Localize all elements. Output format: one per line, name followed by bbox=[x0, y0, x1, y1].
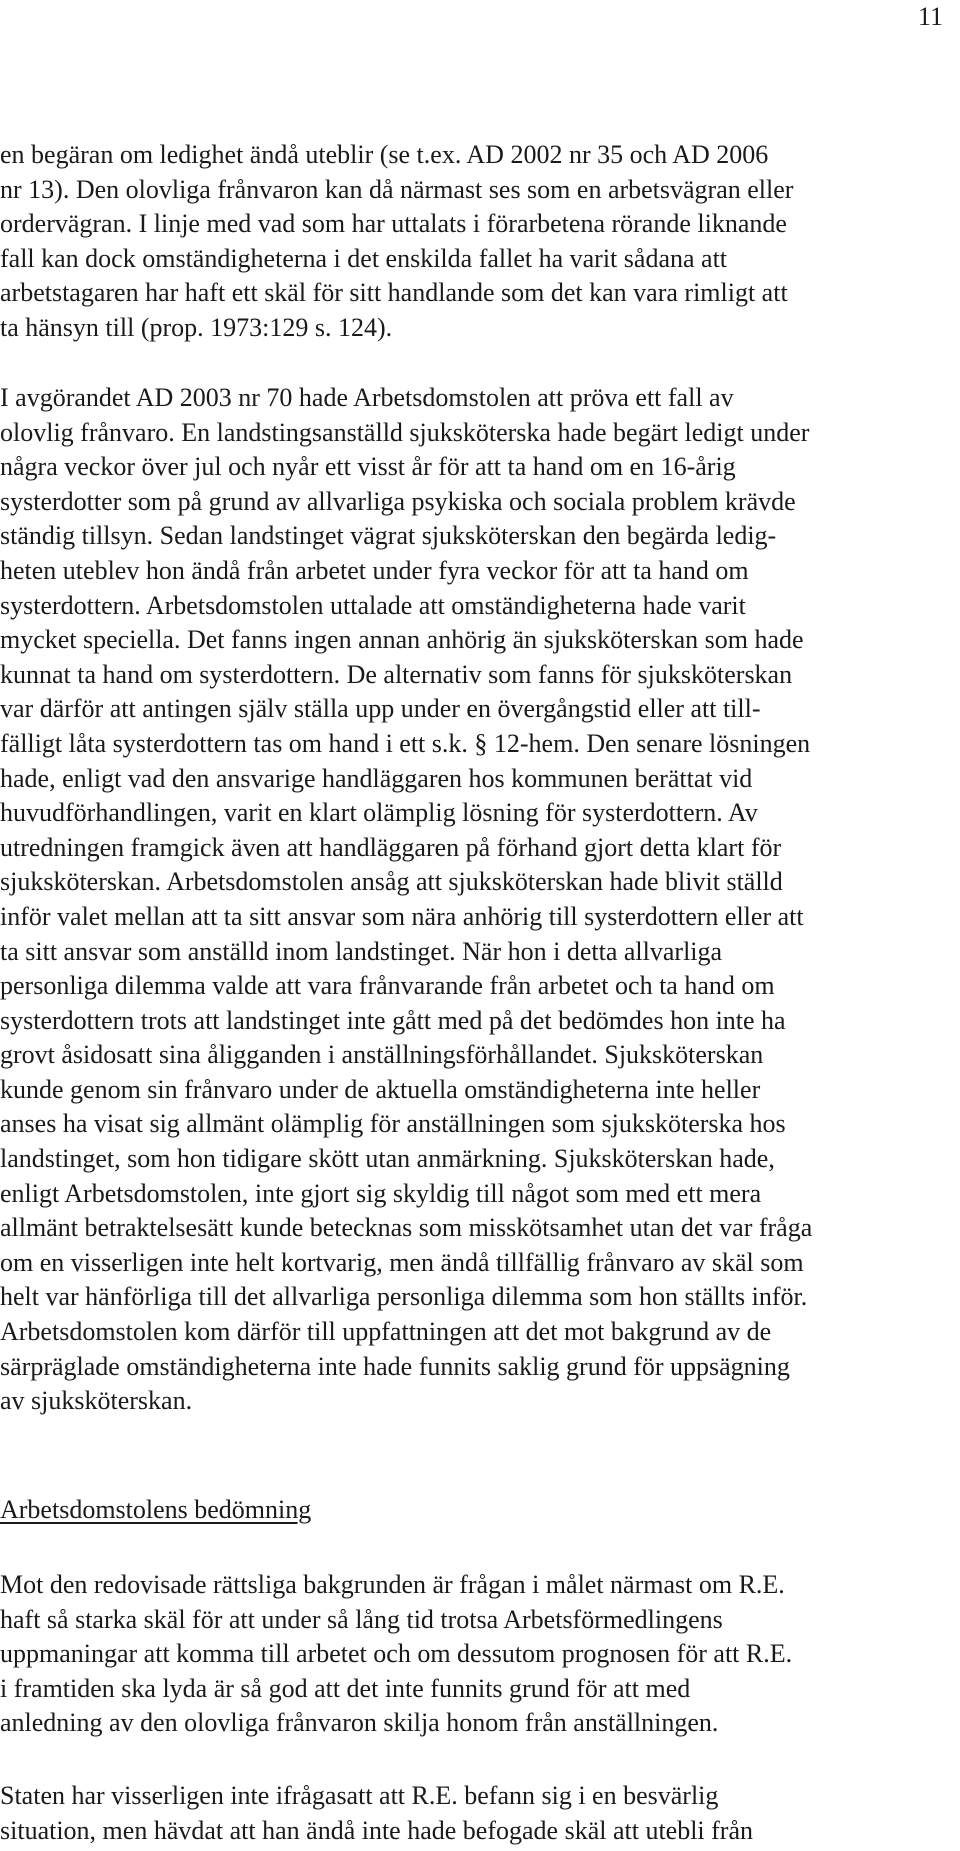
text-line: olovlig frånvaro. En landstingsanställd sjuksköterska hade begärt ledigt under bbox=[0, 417, 810, 447]
text-line: om en visserligen inte helt kortvarig, men ändå tillfällig frånvaro av skäl som bbox=[0, 1247, 804, 1277]
text-line: helt var hänförliga till det allvarliga personliga dilemma som hon ställts inför. bbox=[0, 1282, 808, 1312]
text-line: en begäran om ledighet ändå uteblir (se t.ex. AD 2002 nr 35 och AD 2006 bbox=[0, 140, 769, 169]
text-line: systerdottern. Arbetsdomstolen uttalade att omständigheterna hade varit bbox=[0, 590, 746, 620]
text-line: anses ha visat sig allmänt olämplig för anställningen som sjuksköterska hos bbox=[0, 1109, 786, 1139]
text-line: arbetstagaren har haft ett skäl för sitt handlande som det kan vara rimligt att bbox=[0, 278, 788, 308]
text-line: personliga dilemma valde att vara frånvarande från arbetet och ta hand om bbox=[0, 971, 775, 1001]
text-line: kunde genom sin frånvaro under de aktuella omständigheterna inte heller bbox=[0, 1074, 761, 1104]
text-line: fall kan dock omständigheterna i det enskilda fallet ha varit sådana att bbox=[0, 243, 728, 273]
text-line: allmänt betraktelsesätt kunde betecknas som misskötsamhet utan det var fråga bbox=[0, 1213, 813, 1243]
paragraph-ad-2003 bbox=[0, 381, 960, 1419]
text-line: ständig tillsyn. Sedan landstinget vägrat sjuksköterskan den begärda ledig- bbox=[0, 521, 777, 551]
text-line: några veckor över jul och nyår ett visst år för att ta hand om en 16-årig bbox=[0, 452, 736, 482]
text-line: i framtiden ska lyda är så god att det inte funnits grund för att med bbox=[0, 1673, 691, 1703]
text-line: grovt åsidosatt sina åligganden i anställningsförhållandet. Sjuksköterskan bbox=[0, 1040, 764, 1070]
text-line: utredningen framgick även att handläggaren på förhand gjort detta klart för bbox=[0, 832, 782, 862]
text-line: inför valet mellan att ta sitt ansvar som nära anhörig till systerdottern eller att bbox=[0, 901, 804, 931]
text-line: nr 13). Den olovliga frånvaron kan då närmast ses som en arbetsvägran eller bbox=[0, 174, 794, 204]
section-heading: Arbetsdomstolens bedömning bbox=[0, 1495, 312, 1524]
text-line: Mot den redovisade rättsliga bakgrunden är frågan i målet närmast om R.E. bbox=[0, 1570, 785, 1599]
text-line: heten uteblev hon ändå från arbetet under fyra veckor för att ta hand om bbox=[0, 555, 749, 585]
text-line: ta sitt ansvar som anställd inom landstinget. När hon i detta allvarliga bbox=[0, 936, 723, 966]
text-line: situation, men hävdat att han ändå inte hade befogade skäl att utebli från bbox=[0, 1815, 754, 1845]
text-line: kunnat ta hand om systerdottern. De alternativ som fanns för sjuksköterskan bbox=[0, 659, 793, 689]
text-line: särpräglade omständigheterna inte hade funnits saklig grund för uppsägning bbox=[0, 1351, 790, 1381]
paragraph-assessment bbox=[0, 1568, 960, 1741]
paragraph-state bbox=[0, 1779, 960, 1848]
text-line: sjuksköterskan. Arbetsdomstolen ansåg att sjuksköterskan hade blivit ställd bbox=[0, 867, 783, 897]
text-line: fälligt låta systerdottern tas om hand i ett s.k. § 12-hem. Den senare lösningen bbox=[0, 728, 811, 758]
text-line: Staten har visserligen inte ifrågasatt att R.E. befann sig i en besvärlig bbox=[0, 1781, 719, 1810]
text-line: enligt Arbetsdomstolen, inte gjort sig skyldig till något som med ett mera bbox=[0, 1178, 762, 1208]
text-line: av sjuksköterskan. bbox=[0, 1386, 193, 1416]
page-number: 11 bbox=[917, 2, 943, 31]
text-line: landstinget, som hon tidigare skött utan anmärkning. Sjuksköterskan hade, bbox=[0, 1144, 775, 1174]
text-line: ordervägran. I linje med vad som har uttalats i förarbetena rörande liknande bbox=[0, 209, 787, 239]
text-line: anledning av den olovliga frånvaron skilja honom från anställningen. bbox=[0, 1708, 719, 1738]
paragraph-intro bbox=[0, 138, 960, 346]
text-line: mycket speciella. Det fanns ingen annan anhörig än sjuksköterskan som hade bbox=[0, 625, 804, 655]
text-line: var därför att antingen själv ställa upp under en övergångstid eller att till- bbox=[0, 694, 761, 724]
text-line: ta hänsyn till (prop. 1973:129 s. 124). bbox=[0, 312, 393, 342]
text-line: I avgörandet AD 2003 nr 70 hade Arbetsdomstolen att pröva ett fall av bbox=[0, 383, 734, 412]
text-line: uppmaningar att komma till arbetet och om dessutom prognosen för att R.E. bbox=[0, 1639, 793, 1669]
text-line: systerdottern trots att landstinget inte gått med på det bedömdes hon inte ha bbox=[0, 1005, 786, 1035]
text-line: systerdotter som på grund av allvarliga psykiska och sociala problem krävde bbox=[0, 486, 796, 516]
text-line: hade, enligt vad den ansvarige handläggaren hos kommunen berättat vid bbox=[0, 763, 753, 793]
section-heading-block bbox=[0, 1493, 960, 1528]
text-line: haft så starka skäl för att under så lång tid trotsa Arbetsförmedlingens bbox=[0, 1604, 723, 1634]
text-line: Arbetsdomstolen kom därför till uppfattningen att det mot bakgrund av de bbox=[0, 1317, 772, 1347]
text-line: huvudförhandlingen, varit en klart olämplig lösning för systerdottern. Av bbox=[0, 798, 758, 828]
